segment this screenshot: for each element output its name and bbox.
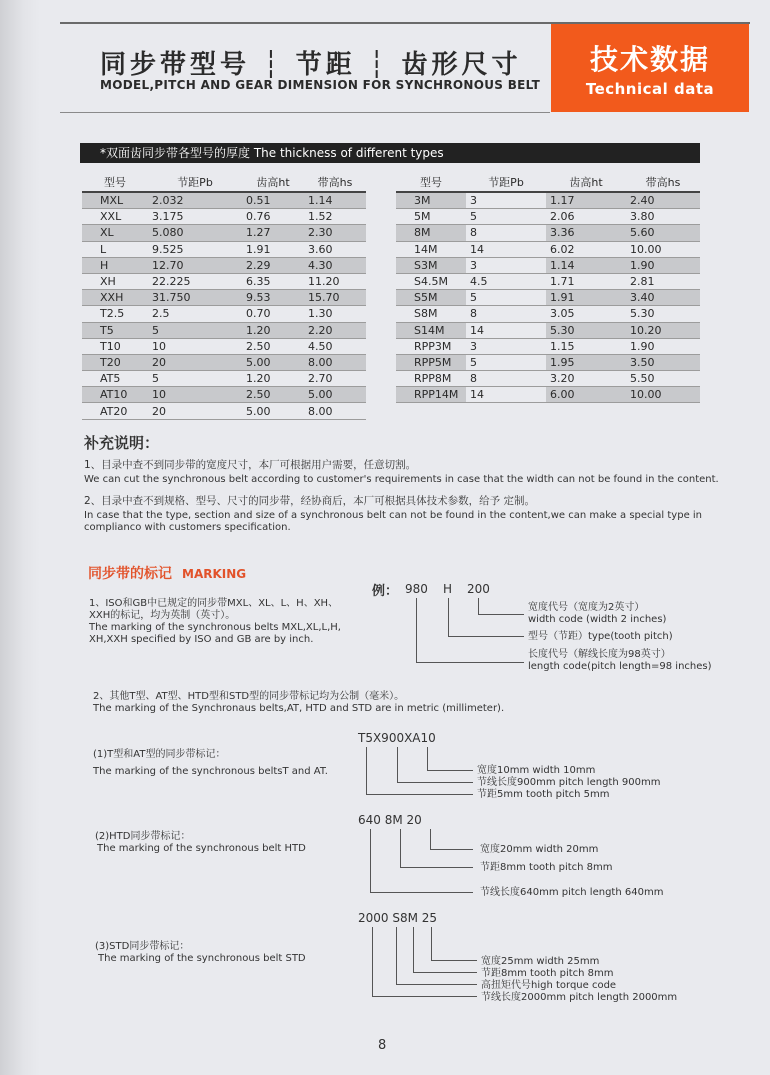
table-row [82,306,366,322]
table-row [396,371,700,387]
table-cell: RPP14M [396,387,466,403]
table-cell: 0.76 [242,209,304,225]
leader-line [396,984,477,985]
supplement-p2-en-2: complianco with customers specification. [84,522,291,533]
example-width-en: width code (width 2 inches) [528,614,667,625]
table-cell: S3M [396,257,466,273]
table-cell: 6.00 [546,387,626,403]
table-cell: 5.50 [626,371,700,387]
htd-heading-en: The marking of the synchronous belt HTD [97,843,306,854]
col-header-pitch: 节距Pb [148,172,242,192]
example-length-cn: 长度代号（解线长度为98英寸） [528,649,671,660]
thickness-table-left [82,172,366,420]
marking-2-cn: 2、其他T型、AT型、HTD型和STD型的同步带标记均为公制（毫米）。 [93,691,405,702]
leader-line [372,927,373,996]
table-row [82,192,366,209]
table-cell: T10 [82,338,148,354]
t-at-length: 节线长度900mm pitch length 900mm [477,777,661,788]
section-tag [551,24,749,112]
table-row [82,209,366,225]
example-code-type: H [443,582,453,596]
page-number: 8 [378,1038,387,1053]
table-cell: AT5 [82,371,148,387]
table-cell: 5.60 [626,225,700,241]
table-row [396,209,700,225]
table-cell: 3.175 [148,209,242,225]
leader-line [431,960,477,961]
std-width: 宽度25mm width 25mm [481,956,600,967]
col-header-model: 型号 [82,172,148,192]
table-cell: 3.50 [626,354,700,370]
leader-line [372,996,477,997]
table-cell: 3 [466,338,546,354]
table-row [396,257,700,273]
htd-example-code: 640 8M 20 [358,813,422,827]
table-cell: 3M [396,192,466,209]
leader-line [416,662,524,663]
col-header-pitch: 节距Pb [466,172,546,192]
col-header-belt-height: 带高hs [304,172,366,192]
std-length: 节线长度2000mm pitch length 2000mm [481,992,678,1003]
table-cell: 3.80 [626,209,700,225]
table-row [82,322,366,338]
table-cell: 2.30 [304,225,366,241]
leader-line [427,770,473,771]
table-cell: 5M [396,209,466,225]
table-cell: RPP5M [396,354,466,370]
table-cell: 8M [396,225,466,241]
supplement-heading: 补充说明： [84,434,160,452]
table-row [396,241,700,257]
leader-line [430,849,473,850]
leader-line [448,636,524,637]
marking-1-cn-1: 1、ISO和GB中已规定的同步带MXL、XL、L、H、XH、 [89,598,339,609]
t-at-pitch: 节距5mm tooth pitch 5mm [477,789,610,800]
table-cell: 3.20 [546,371,626,387]
table-cell: 2.50 [242,338,304,354]
table-cell: 2.29 [242,257,304,273]
leader-line [416,598,417,662]
marking-1-cn-2: XXH的标记，均为英制（英寸）。 [89,610,236,621]
table-row [82,371,366,387]
table-cell: 22.225 [148,273,242,289]
table-cell: 14 [466,241,546,257]
table-cell: 20 [148,403,242,419]
marking-1-en-1: The marking of the synchronous belts MXL,XL,L,H, [89,622,341,633]
table-cell: S5M [396,290,466,306]
table-row [396,225,700,241]
table-cell: 5 [466,209,546,225]
table-cell: XL [82,225,148,241]
table-cell: 5 [148,371,242,387]
table-cell: 2.5 [148,306,242,322]
leader-line [448,598,449,636]
col-header-belt-height: 带高hs [626,172,700,192]
leader-line [400,867,473,868]
leader-line [431,927,432,960]
table-row [396,306,700,322]
table-row [396,322,700,338]
table-cell: 1.91 [242,241,304,257]
htd-pitch: 节距8mm tooth pitch 8mm [480,862,613,873]
table-cell: 1.20 [242,371,304,387]
example-code-width: 200 [467,582,490,596]
table-cell: 8 [466,306,546,322]
table-cell: 2.50 [242,387,304,403]
table-cell: 5.00 [242,354,304,370]
table-title: *双面齿同步带各型号的厚度 The thickness of different types [80,143,700,163]
leader-line [413,972,477,973]
example-label: 例： [372,584,399,599]
table-row [396,290,700,306]
table-cell: 3.40 [626,290,700,306]
example-length-en: length code(pitch length=98 inches) [528,661,712,672]
table-cell: T5 [82,322,148,338]
table-cell: 5.30 [626,306,700,322]
table-cell: 15.70 [304,290,366,306]
table-row [396,338,700,354]
table-cell: 4.30 [304,257,366,273]
table-cell: 1.17 [546,192,626,209]
table-row [396,273,700,289]
table-cell: RPP8M [396,371,466,387]
t-at-heading-en: The marking of the synchronous beltsT and AT. [93,766,328,777]
leader-line [427,747,428,770]
table-cell: 6.35 [242,273,304,289]
table-cell: L [82,241,148,257]
col-header-tooth-height: 齿高ht [242,172,304,192]
table-cell: 10 [148,387,242,403]
table-cell: 5.00 [242,403,304,419]
table-cell: 12.70 [148,257,242,273]
example-type: 型号（节距）type(tooth pitch) [528,631,673,642]
table-cell: 1.15 [546,338,626,354]
htd-heading-cn: (2)HTD同步带标记： [95,831,191,842]
thickness-table-right [396,172,700,403]
table-cell: 1.27 [242,225,304,241]
marking-heading [88,563,246,583]
supplement-p1-cn: 1、目录中查不到同步带的宽度尺寸，本厂可根据用户需要，任意切割。 [84,459,417,471]
table-cell: MXL [82,192,148,209]
table-cell: S14M [396,322,466,338]
page-title: 同步带型号 ┆ 节距 ┆ 齿形尺寸 [100,50,522,80]
t-at-width: 宽度10mm width 10mm [477,765,596,776]
table-cell: 5.080 [148,225,242,241]
col-header-model: 型号 [396,172,466,192]
table-cell: 2.032 [148,192,242,209]
leader-line [400,829,401,867]
table-cell: S8M [396,306,466,322]
table-cell: 4.5 [466,273,546,289]
marking-2-en: The marking of the Synchronaus belts,AT, HTD and STD are in metric (millimeter). [93,703,505,714]
table-cell: 5 [466,354,546,370]
table-cell: S4.5M [396,273,466,289]
table-cell: 8 [466,371,546,387]
table-cell: 2.20 [304,322,366,338]
col-header-tooth-height: 齿高ht [546,172,626,192]
example-code-length: 980 [405,582,428,596]
marking-heading-cn: 同步带的标记 [88,566,172,582]
table-cell: 1.95 [546,354,626,370]
table-cell: 8 [466,225,546,241]
leader-line [478,598,479,614]
table-cell: 3.36 [546,225,626,241]
table-cell: 1.14 [546,257,626,273]
leader-line [370,829,371,892]
table-cell: 1.90 [626,338,700,354]
example-width-cn: 宽度代号（宽度为2英寸） [528,602,645,613]
leader-line [366,794,473,795]
std-high-torque: 高扭矩代号high torque code [481,980,617,991]
table-cell: 2.81 [626,273,700,289]
htd-width: 宽度20mm width 20mm [480,844,599,855]
table-cell: 9.525 [148,241,242,257]
t-at-example-code: T5X900XA10 [358,731,436,745]
header-underline [60,112,550,113]
table-cell: 8.00 [304,354,366,370]
std-heading-cn: (3)STD同步带标记： [95,941,190,952]
marking-1-en-2: XH,XXH specified by ISO and GB are by inch. [89,634,314,645]
leader-line [478,614,524,615]
table-cell: 0.70 [242,306,304,322]
table-cell: 1.30 [304,306,366,322]
table-cell: 3.05 [546,306,626,322]
table-cell: 1.90 [626,257,700,273]
table-cell: RPP3M [396,338,466,354]
table-row [82,403,366,419]
table-cell: AT10 [82,387,148,403]
marking-heading-en: MARKING [182,567,247,581]
table-row [82,241,366,257]
section-tag-cn: 技术数据 [589,43,710,76]
table-cell: 14 [466,322,546,338]
table-cell: H [82,257,148,273]
table-cell: 5.00 [304,387,366,403]
table-row [82,290,366,306]
table-cell: 2.06 [546,209,626,225]
table-cell: 1.52 [304,209,366,225]
table-cell: 5 [148,322,242,338]
table-row [396,192,700,209]
table-cell: 1.20 [242,322,304,338]
table-cell: 1.91 [546,290,626,306]
table-cell: XXH [82,290,148,306]
table-cell: 9.53 [242,290,304,306]
leader-line [413,927,414,972]
table-cell: 3.60 [304,241,366,257]
table-cell: T20 [82,354,148,370]
table-cell: 2.70 [304,371,366,387]
table-cell: T2.5 [82,306,148,322]
section-tag-en: Technical data [585,80,715,98]
table-cell: 10.00 [626,241,700,257]
table-row [82,387,366,403]
table-cell: 14 [466,387,546,403]
leader-line [366,747,367,794]
table-cell: 5.30 [546,322,626,338]
table-cell: 31.750 [148,290,242,306]
table-row [82,354,366,370]
std-heading-en: The marking of the synchronous belt STD [98,953,306,964]
table-cell: 8.00 [304,403,366,419]
std-pitch: 节距8mm tooth pitch 8mm [481,968,614,979]
table-cell: 0.51 [242,192,304,209]
table-cell: XXL [82,209,148,225]
table-cell: 10.20 [626,322,700,338]
table-row [82,257,366,273]
table-cell: AT20 [82,403,148,419]
table-cell: XH [82,273,148,289]
htd-length: 节线长度640mm pitch length 640mm [480,887,664,898]
table-cell: 1.14 [304,192,366,209]
table-cell: 11.20 [304,273,366,289]
table-row [82,338,366,354]
supplement-p2-en-1: In case that the type, section and size of a synchronous belt can not be found in the content,we can make a special type in [84,510,703,521]
table-cell: 10.00 [626,387,700,403]
leader-line [397,782,473,783]
table-row [82,273,366,289]
leader-line [396,927,397,984]
table-cell: 4.50 [304,338,366,354]
supplement-p2-cn: 2、目录中查不到规格、型号、尺寸的同步带，经协商后，本厂可根据具体技术参数，给予 定制。 [84,495,536,507]
t-at-heading-cn: (1)T型和AT型的同步带标记： [93,749,226,760]
table-row [82,225,366,241]
table-cell: 2.40 [626,192,700,209]
table-cell: 14M [396,241,466,257]
std-example-code: 2000 S8M 25 [358,911,438,925]
table-cell: 5 [466,290,546,306]
table-cell: 3 [466,192,546,209]
table-cell: 1.71 [546,273,626,289]
page-subtitle: MODEL,PITCH AND GEAR DIMENSION FOR SYNCHRONOUS BELT [100,78,541,92]
table-cell: 6.02 [546,241,626,257]
table-row [396,387,700,403]
leader-line [430,829,431,849]
leader-line [397,747,398,782]
leader-line [370,892,473,893]
supplement-p1-en: We can cut the synchronous belt according to customer's requirements in case that the width can not be found in the content. [84,474,719,485]
table-cell: 10 [148,338,242,354]
table-cell: 3 [466,257,546,273]
table-cell: 20 [148,354,242,370]
table-row [396,354,700,370]
